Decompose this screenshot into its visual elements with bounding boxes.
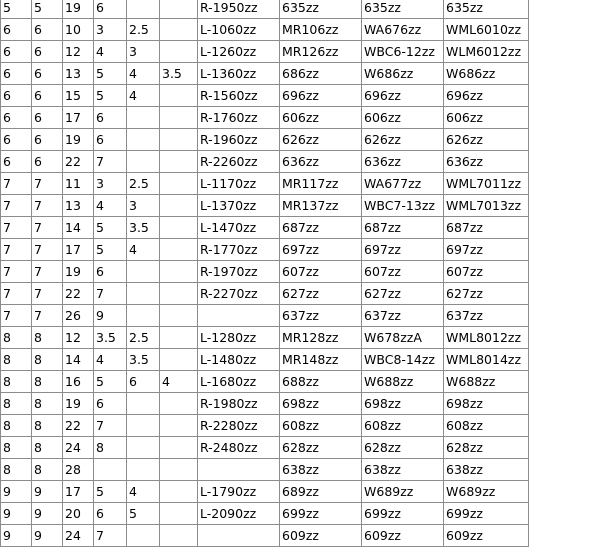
table-cell: 4	[127, 481, 160, 503]
table-cell: L-1790zz	[198, 481, 280, 503]
table-cell: 9	[1, 503, 32, 525]
table-row	[1, 129, 529, 151]
table-cell: W688zz	[362, 371, 444, 393]
table-cell: 7	[94, 525, 127, 547]
table-cell: 2.5	[127, 173, 160, 195]
table-cell: WLM6012zz	[444, 41, 529, 63]
table-cell: 6	[94, 261, 127, 283]
table-cell	[127, 437, 160, 459]
table-cell: 2.5	[127, 327, 160, 349]
table-cell: WA676zz	[362, 19, 444, 41]
table-row	[1, 525, 529, 547]
table-cell: 3	[127, 41, 160, 63]
table-cell	[127, 129, 160, 151]
table-row	[1, 415, 529, 437]
table-cell: 7	[1, 217, 32, 239]
table-cell: R-2260zz	[198, 151, 280, 173]
table-cell: 4	[127, 63, 160, 85]
table-cell: 5	[94, 85, 127, 107]
table-cell: 638zz	[362, 459, 444, 481]
table-cell: 607zz	[362, 261, 444, 283]
table-row	[1, 239, 529, 261]
table-cell: 7	[1, 173, 32, 195]
table-cell: WBC8-14zz	[362, 349, 444, 371]
table-cell: 5	[94, 371, 127, 393]
table-cell: 7	[32, 283, 63, 305]
table-cell	[160, 459, 198, 481]
table-cell	[160, 415, 198, 437]
table-cell: W689zz	[444, 481, 529, 503]
table-cell: 3	[127, 195, 160, 217]
table-cell: L-2090zz	[198, 503, 280, 525]
table-cell: 628zz	[444, 437, 529, 459]
table-cell: 13	[63, 195, 94, 217]
table-cell: L-1280zz	[198, 327, 280, 349]
table-cell: 9	[1, 525, 32, 547]
table-cell: 7	[32, 239, 63, 261]
table-cell	[198, 525, 280, 547]
table-cell: WML6010zz	[444, 19, 529, 41]
table-cell: 687zz	[362, 217, 444, 239]
table-row	[1, 63, 529, 85]
table-cell: W686zz	[362, 63, 444, 85]
table-cell: 6	[94, 0, 127, 19]
table-cell: 628zz	[280, 437, 362, 459]
table-cell: WBC7-13zz	[362, 195, 444, 217]
table-cell: 5	[94, 239, 127, 261]
table-row	[1, 173, 529, 195]
table-cell	[160, 481, 198, 503]
table-cell: 638zz	[280, 459, 362, 481]
table-cell	[160, 107, 198, 129]
table-cell: 637zz	[280, 305, 362, 327]
table-cell: L-1480zz	[198, 349, 280, 371]
table-cell: 7	[94, 415, 127, 437]
table-cell: MR128zz	[280, 327, 362, 349]
table-row	[1, 261, 529, 283]
table-cell: 637zz	[444, 305, 529, 327]
table-cell	[94, 459, 127, 481]
table-cell: 696zz	[280, 85, 362, 107]
table-cell: 5	[94, 481, 127, 503]
table-cell: 638zz	[444, 459, 529, 481]
table-cell: 3.5	[94, 327, 127, 349]
table-cell: 4	[94, 349, 127, 371]
table-cell: 6	[94, 107, 127, 129]
table-cell: 635zz	[444, 0, 529, 19]
table-cell: 7	[32, 173, 63, 195]
table-cell	[198, 459, 280, 481]
table-cell: MR117zz	[280, 173, 362, 195]
table-cell: W688zz	[444, 371, 529, 393]
table-cell: 19	[63, 393, 94, 415]
table-cell: 6	[32, 63, 63, 85]
table-cell	[160, 305, 198, 327]
table-cell: 17	[63, 481, 94, 503]
table-cell: 687zz	[444, 217, 529, 239]
table-row	[1, 305, 529, 327]
table-cell: 8	[1, 371, 32, 393]
table-cell	[127, 305, 160, 327]
table-cell: 10	[63, 19, 94, 41]
table-cell: 635zz	[280, 0, 362, 19]
table-cell: 6	[1, 19, 32, 41]
table-cell: 608zz	[362, 415, 444, 437]
table-cell: 626zz	[444, 129, 529, 151]
table-row	[1, 85, 529, 107]
table-cell: R-1960zz	[198, 129, 280, 151]
table-cell: R-1770zz	[198, 239, 280, 261]
table-cell: 5	[32, 0, 63, 19]
table-cell	[160, 349, 198, 371]
table-cell: 3.5	[160, 63, 198, 85]
table-cell: 6	[94, 393, 127, 415]
table-cell: 4	[127, 239, 160, 261]
table-cell: R-1970zz	[198, 261, 280, 283]
table-cell: L-1170zz	[198, 173, 280, 195]
table-cell: 13	[63, 63, 94, 85]
table-cell: 698zz	[444, 393, 529, 415]
table-cell: 608zz	[444, 415, 529, 437]
table-cell: 26	[63, 305, 94, 327]
table-cell: 8	[32, 349, 63, 371]
table-cell: 627zz	[362, 283, 444, 305]
table-cell: 15	[63, 85, 94, 107]
table-cell: 3	[94, 173, 127, 195]
table-row	[1, 481, 529, 503]
table-row	[1, 0, 529, 19]
table-cell	[127, 525, 160, 547]
table-cell: WML7013zz	[444, 195, 529, 217]
table-cell: 2.5	[127, 19, 160, 41]
table-cell: WML7011zz	[444, 173, 529, 195]
table-cell: 5	[94, 63, 127, 85]
table-cell: 607zz	[444, 261, 529, 283]
table-cell: 689zz	[280, 481, 362, 503]
table-row	[1, 371, 529, 393]
table-cell: 6	[127, 371, 160, 393]
table-cell: 697zz	[280, 239, 362, 261]
table-cell: 6	[32, 85, 63, 107]
table-cell: W678zzA	[362, 327, 444, 349]
table-cell: 6	[1, 63, 32, 85]
table-cell: 6	[1, 41, 32, 63]
table-cell: 628zz	[362, 437, 444, 459]
table-cell	[127, 393, 160, 415]
table-cell: 6	[32, 151, 63, 173]
table-row	[1, 107, 529, 129]
table-cell: R-2280zz	[198, 415, 280, 437]
table-row	[1, 19, 529, 41]
table-row	[1, 41, 529, 63]
table-cell: L-1680zz	[198, 371, 280, 393]
table-row	[1, 217, 529, 239]
table-row	[1, 151, 529, 173]
table-cell: 5	[127, 503, 160, 525]
table-cell	[160, 217, 198, 239]
table-cell: WA677zz	[362, 173, 444, 195]
table-cell	[160, 41, 198, 63]
table-cell: 8	[32, 327, 63, 349]
table-cell: 22	[63, 415, 94, 437]
table-cell: W686zz	[444, 63, 529, 85]
table-cell	[160, 437, 198, 459]
table-cell: 7	[1, 195, 32, 217]
table-cell: 609zz	[362, 525, 444, 547]
table-cell: L-1260zz	[198, 41, 280, 63]
table-cell: 606zz	[362, 107, 444, 129]
table-cell	[127, 283, 160, 305]
table-cell: 24	[63, 525, 94, 547]
table-cell	[160, 19, 198, 41]
table-row	[1, 437, 529, 459]
table-cell: 7	[94, 283, 127, 305]
table-cell: 8	[1, 437, 32, 459]
table-cell: 7	[1, 261, 32, 283]
table-cell: 4	[94, 41, 127, 63]
table-cell: 6	[32, 129, 63, 151]
table-cell: 688zz	[280, 371, 362, 393]
table-cell: R-1760zz	[198, 107, 280, 129]
table-cell: 6	[1, 151, 32, 173]
table-cell: 9	[32, 503, 63, 525]
table-body	[1, 0, 529, 547]
table-cell: MR126zz	[280, 41, 362, 63]
table-cell: 609zz	[444, 525, 529, 547]
table-cell: 9	[32, 481, 63, 503]
table-cell: 697zz	[362, 239, 444, 261]
table-cell: 699zz	[280, 503, 362, 525]
table-cell: 3.5	[127, 349, 160, 371]
table-cell: 16	[63, 371, 94, 393]
table-cell: 686zz	[280, 63, 362, 85]
table-cell: 14	[63, 217, 94, 239]
table-cell	[160, 327, 198, 349]
table-cell: L-1470zz	[198, 217, 280, 239]
table-cell: 609zz	[280, 525, 362, 547]
table-cell	[160, 85, 198, 107]
table-cell	[160, 195, 198, 217]
table-cell: 8	[1, 415, 32, 437]
table-cell: 9	[94, 305, 127, 327]
table-cell: L-1060zz	[198, 19, 280, 41]
table-cell: 24	[63, 437, 94, 459]
table-cell: 17	[63, 239, 94, 261]
table-cell: R-1950zz	[198, 0, 280, 19]
table-cell: 636zz	[362, 151, 444, 173]
table-cell: 7	[32, 217, 63, 239]
table-cell	[127, 261, 160, 283]
table-cell: MR137zz	[280, 195, 362, 217]
table-cell: 606zz	[444, 107, 529, 129]
table-cell: 626zz	[362, 129, 444, 151]
table-cell: 7	[32, 305, 63, 327]
table-cell: 12	[63, 327, 94, 349]
table-cell: 6	[1, 129, 32, 151]
table-cell: 696zz	[444, 85, 529, 107]
table-cell	[160, 0, 198, 19]
table-cell: 4	[94, 195, 127, 217]
table-cell	[160, 283, 198, 305]
table-cell: R-1980zz	[198, 393, 280, 415]
table-cell: 627zz	[280, 283, 362, 305]
table-cell: 627zz	[444, 283, 529, 305]
table-row	[1, 327, 529, 349]
table-cell: 20	[63, 503, 94, 525]
table-cell: 7	[32, 261, 63, 283]
table-cell: 5	[94, 217, 127, 239]
table-cell	[127, 107, 160, 129]
table-cell: MR148zz	[280, 349, 362, 371]
table-cell: 6	[32, 19, 63, 41]
table-cell: 22	[63, 151, 94, 173]
table-cell: 696zz	[362, 85, 444, 107]
table-cell: 5	[1, 0, 32, 19]
table-cell	[160, 129, 198, 151]
table-cell: L-1370zz	[198, 195, 280, 217]
table-cell: 635zz	[362, 0, 444, 19]
table-cell: 608zz	[280, 415, 362, 437]
table-cell: 8	[94, 437, 127, 459]
table-cell	[160, 525, 198, 547]
table-cell: 11	[63, 173, 94, 195]
table-cell: 626zz	[280, 129, 362, 151]
table-cell: MR106zz	[280, 19, 362, 41]
table-cell: 8	[1, 393, 32, 415]
table-cell: 12	[63, 41, 94, 63]
table-row	[1, 283, 529, 305]
table-cell: 7	[94, 151, 127, 173]
table-cell: 14	[63, 349, 94, 371]
table-cell: 9	[1, 481, 32, 503]
table-cell	[127, 459, 160, 481]
table-cell: R-2480zz	[198, 437, 280, 459]
table-cell: 636zz	[280, 151, 362, 173]
table-cell	[160, 393, 198, 415]
table-cell: W689zz	[362, 481, 444, 503]
table-row	[1, 393, 529, 415]
table-cell: 6	[32, 41, 63, 63]
table-cell: 7	[32, 195, 63, 217]
table-cell	[160, 239, 198, 261]
table-cell: 6	[1, 85, 32, 107]
table-cell: 22	[63, 283, 94, 305]
table-cell	[127, 415, 160, 437]
table-cell: 8	[32, 371, 63, 393]
table-cell	[160, 151, 198, 173]
table-cell: 6	[32, 107, 63, 129]
table-cell: 699zz	[444, 503, 529, 525]
table-cell: 4	[160, 371, 198, 393]
table-cell: 9	[32, 525, 63, 547]
table-cell: 637zz	[362, 305, 444, 327]
table-cell: 8	[32, 459, 63, 481]
table-row	[1, 459, 529, 481]
table-cell: L-1360zz	[198, 63, 280, 85]
table-cell	[127, 151, 160, 173]
table-cell: 636zz	[444, 151, 529, 173]
table-cell: WML8012zz	[444, 327, 529, 349]
table-cell: 8	[1, 349, 32, 371]
table-cell: 607zz	[280, 261, 362, 283]
table-row	[1, 503, 529, 525]
table-cell: 3	[94, 19, 127, 41]
table-row	[1, 195, 529, 217]
table-cell	[160, 173, 198, 195]
table-cell	[198, 305, 280, 327]
table-cell: WML8014zz	[444, 349, 529, 371]
table-cell: 697zz	[444, 239, 529, 261]
table-cell: 606zz	[280, 107, 362, 129]
table-cell: 8	[1, 327, 32, 349]
table-cell: 3.5	[127, 217, 160, 239]
table-cell: 687zz	[280, 217, 362, 239]
table-cell: 19	[63, 261, 94, 283]
table-cell: 7	[1, 283, 32, 305]
table-cell: 6	[1, 107, 32, 129]
table-cell: 6	[94, 503, 127, 525]
table-cell: WBC6-12zz	[362, 41, 444, 63]
table-cell: 8	[32, 437, 63, 459]
table-cell: 17	[63, 107, 94, 129]
table-cell: 698zz	[280, 393, 362, 415]
table-row	[1, 349, 529, 371]
table-cell: 19	[63, 129, 94, 151]
table-cell	[160, 261, 198, 283]
table-cell: 698zz	[362, 393, 444, 415]
table-cell: 7	[1, 239, 32, 261]
table-cell: R-1560zz	[198, 85, 280, 107]
table-cell: 19	[63, 0, 94, 19]
table-cell: 8	[32, 415, 63, 437]
table-cell	[160, 503, 198, 525]
table-cell: 6	[94, 129, 127, 151]
table-cell	[127, 0, 160, 19]
table-cell: 8	[32, 393, 63, 415]
table-cell: 699zz	[362, 503, 444, 525]
table-cell: 8	[1, 459, 32, 481]
table-cell: 28	[63, 459, 94, 481]
table-cell: R-2270zz	[198, 283, 280, 305]
table-cell: 7	[1, 305, 32, 327]
table-cell: 4	[127, 85, 160, 107]
